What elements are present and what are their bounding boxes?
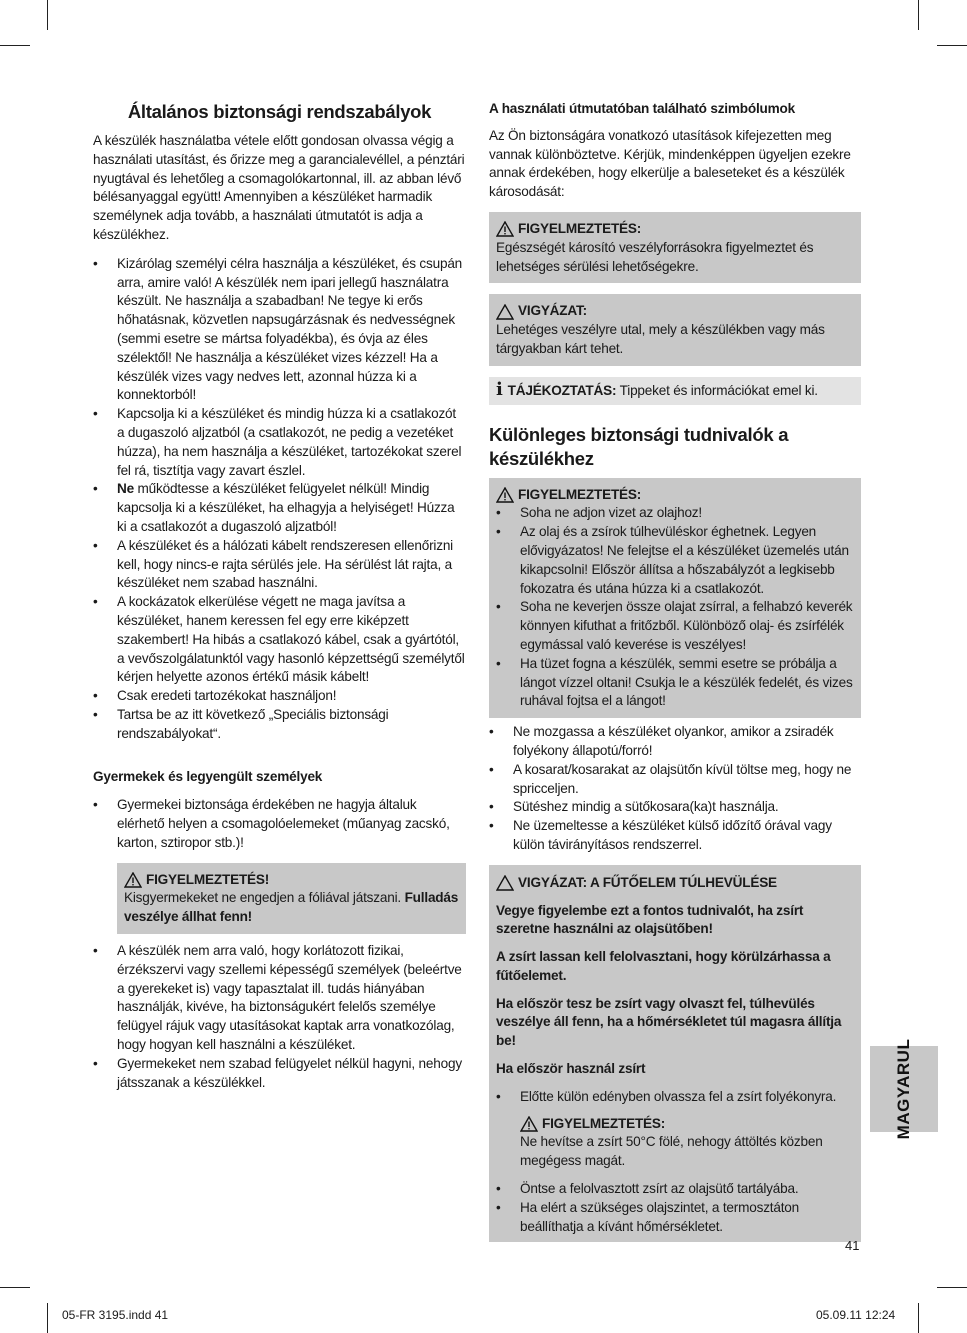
heat-label: VIGYÁZAT: A FŰTŐELEM TÚLHEVÜLÉSE bbox=[518, 874, 777, 890]
list-item bbox=[93, 480, 466, 536]
warning-triangle-icon bbox=[520, 1116, 538, 1132]
page-number: 41 bbox=[845, 1238, 860, 1253]
special-warning-list bbox=[496, 504, 854, 711]
warning-text: Ne hevítse a zsírt 50°C fölé, nehogy áttöltés közben megégess magát. bbox=[520, 1134, 823, 1169]
warning-label: FIGYELMEZTETÉS! bbox=[146, 871, 270, 887]
caution-text: Lehetéges veszélyre utal, mely a készülékben vagy más tárgyakban kárt tehet. bbox=[496, 322, 825, 356]
plain-list bbox=[489, 723, 861, 855]
heat-list bbox=[496, 1088, 854, 1107]
heat-inner-warning bbox=[496, 1115, 854, 1171]
language-tab bbox=[870, 1038, 938, 1140]
footer-date-time: 05.09.11 12:24 bbox=[816, 1308, 896, 1322]
caution-symbol-box bbox=[489, 294, 861, 365]
list-item: • Gyermekeket nem szabad felügyelet nélkül hagyni, nehogy játsszanak a készülékkel. bbox=[93, 1055, 466, 1093]
list-item: • Csak eredeti tartozékokat használjon! bbox=[93, 687, 466, 706]
caution-label: VIGYÁZAT: bbox=[518, 303, 587, 319]
warning-text-normal: Kisgyermekeket ne engedjen a fóliával játszani. bbox=[124, 890, 405, 906]
list-item: • Soha ne keverjen össze olajat zsírral, a felhabzó keverék könnyen kifuthat a fritőzből. Különböző olaj- és zsírfélék egymással való keverése is veszélyes! bbox=[496, 598, 854, 654]
list-item: • A készülék nem arra való, hogy korlátozott fizikai, érzékszervi vagy szellemi képességű személyek (beleértve a gyerekeket is) vagy tapasztalat ill. tudás hiányában használják, kivéve, ha biztonságukért felelős személye felügyel rájuk vagy utasításokat kaptak arra vonatkozólag, hogy hogyan kell használni a készüléket. bbox=[93, 942, 466, 1055]
crop-mark bbox=[918, 1303, 919, 1333]
special-warning-box bbox=[489, 478, 861, 719]
right-column bbox=[489, 100, 861, 1242]
warning-label: FIGYELMEZTETÉS: bbox=[518, 220, 642, 236]
list-item: • Sütéshez mindig a sütőkosara(ka)t használja. bbox=[489, 798, 861, 817]
language-tab-label: MAGYARUL bbox=[894, 1038, 913, 1140]
list-item: • Kapcsolja ki a készüléket és mindig húzza ki a csatlakozót a dugaszoló aljzatból (a csatlakozót, ne pedig a vezetéket húzza), ha nem használja a készüléket, tartozékokat szerel fel rá, tisztítja vagy zavart észlel. bbox=[93, 405, 466, 480]
heat-subheading: Ha először használ zsírt bbox=[496, 1061, 646, 1077]
heat-header bbox=[496, 874, 854, 893]
heat-list-2 bbox=[496, 1180, 854, 1236]
list-item: • Ha elért a szükséges olajszintet, a termosztáton beállíthatja a kívánt hőmérsékletet. bbox=[496, 1199, 854, 1237]
list-item: • Tartsa be az itt következő „Speciális biztonsági rendszabályokat“. bbox=[93, 706, 466, 744]
list-item: • Soha ne adjon vizet az olajhoz! bbox=[496, 504, 854, 523]
heat-paragraph: Ha először tesz be zsírt vagy olvaszt fel, túlhevülés veszélye áll fenn, ha a hőmérsékletet túl magasra állítja be! bbox=[496, 995, 842, 1049]
children-list-2 bbox=[93, 942, 466, 1092]
info-text: Tippeket és információkat emel ki. bbox=[616, 382, 818, 398]
list-item: • Öntse a felolvasztott zsírt az olajsütő tartályába. bbox=[496, 1180, 854, 1199]
warning-header bbox=[520, 1115, 854, 1134]
crop-mark bbox=[47, 0, 48, 30]
children-heading: Gyermekek és legyengült személyek bbox=[93, 768, 323, 784]
caution-triangle-icon bbox=[496, 304, 514, 320]
list-item-text: működtesse a készüléket felügyelet nélkül! Mindig kapcsolja ki a készüléket, ha elhagyja a helyiséget! Húzza ki a csatlakozót a dugaszoló aljzatból! bbox=[117, 481, 455, 534]
symbols-heading: A használati útmutatóban található szimbólumok bbox=[489, 101, 796, 116]
list-item: • Kizárólag személyi célra használja a készüléket, és csupán arra, amire való! A készülék nem ipari jellegű használatra készült. Ne használja a szabadban! Ne tegye ki erős hőhatásnak, közvetlen napsugárzásnak és nedvességnek (semmi esetre se mártsa folyadékba), és óvja az éles szélektől! Ne használja a készüléket vizes kézzel! Ha a készülék vizes vagy nedves lett, azonnal húzza ki a konnektorból! bbox=[93, 255, 466, 405]
caution-triangle-icon bbox=[496, 875, 514, 891]
list-item: • A kockázatok elkerülése végett ne maga javítsa a készüléket, hanem keressen fel egy erre kiképzett szakembert! Ha hibás a csatlakozó kábel, csak a gyártótól, a vevőszolgálatunktól vagy hasonló képzettségű személytől kérjen helyette azonos értékű másik kábelt! bbox=[93, 593, 466, 687]
warning-triangle-icon bbox=[496, 487, 514, 503]
safety-list bbox=[93, 255, 466, 744]
info-label: TÁJÉKOZTATÁS: bbox=[507, 382, 617, 398]
crop-mark bbox=[918, 0, 919, 30]
list-item: • A készüléket és a hálózati kábelt rendszeresen ellenőrizni kell, hogy nincs-e rajta sérülés jele. Ha sérülést lát rajta, a készüléket nem szabad használni. bbox=[93, 537, 466, 593]
list-item: • Ne mozgassa a készüléket olyankor, amikor a zsiradék folyékony állapotú/forró! bbox=[489, 723, 861, 761]
crop-mark bbox=[937, 1287, 967, 1288]
warning-label: FIGYELMEZTETÉS: bbox=[518, 486, 642, 502]
footer-file-info: 05-FR 3195.indd 41 bbox=[62, 1308, 169, 1322]
warning-header bbox=[496, 486, 854, 505]
crop-mark bbox=[0, 45, 30, 46]
bold-word: Ne bbox=[117, 481, 134, 497]
heat-warning-box bbox=[489, 865, 861, 1243]
special-title: Különleges biztonsági tudnivalók a készülékhez bbox=[489, 423, 789, 469]
info-icon: i bbox=[496, 378, 503, 400]
list-item: • Előtte külön edényben olvassza fel a zsírt folyékonyra. bbox=[496, 1088, 854, 1107]
caution-header bbox=[496, 302, 854, 321]
crop-mark bbox=[0, 1287, 30, 1288]
intro-paragraph: A készülék használatba vétele előtt gondosan olvassa végig a használati utasítást, és őrizze meg a garancialevéllel, a pénztári nyugtával és lehetőleg a csomagolókartonnal, ill. az abban lévő bélésanyaggal együtt! Amennyiben a készüléket harmadik személynek adja tovább, a használati útmutatót is adja a készülékhez. bbox=[93, 133, 465, 242]
warning-triangle-icon bbox=[124, 872, 142, 888]
crop-mark bbox=[47, 1303, 48, 1333]
warning-header bbox=[496, 220, 854, 239]
warning-header bbox=[124, 871, 459, 890]
warning-symbol-box bbox=[489, 212, 861, 283]
left-column bbox=[93, 100, 466, 1092]
warning-label: FIGYELMEZTETÉS: bbox=[542, 1115, 666, 1131]
list-item: • Ne üzemeltesse a készüléket külső időzítő órával vagy külön távirányításos rendszerrel. bbox=[489, 817, 861, 855]
list-item: • A kosarat/kosarakat az olajsütőn kívül töltse meg, hogy ne spricceljen. bbox=[489, 761, 861, 799]
list-item: • Gyermekei biztonsága érdekében ne hagyja általuk elérhető helyen a csomagolóelemeket (műanyag zacskó, karton, sztiropor stb.)! bbox=[93, 796, 466, 852]
warning-text bbox=[124, 889, 459, 927]
warning-text: Egészségét károsító veszélyforrásokra figyelmeztet és lehetséges sérülési lehetőségekre. bbox=[496, 239, 814, 274]
warning-triangle-icon bbox=[496, 221, 514, 237]
children-list bbox=[93, 796, 466, 852]
section-title: Általános biztonsági rendszabályok bbox=[127, 101, 432, 122]
heat-paragraph: A zsírt lassan kell felolvasztani, hogy körülzárhassa a fűtőelemet. bbox=[496, 949, 831, 983]
crop-mark bbox=[937, 45, 967, 46]
list-item: • Az olaj és a zsírok túlhevüléskor éghetnek. Legyen elővigyázatos! Ne felejtse el a készüléket üzemelés után kikapcsolni! Először állítsa a hőszabályzót a legkisebb fokozatra és utána húzza ki a csatlakozót. bbox=[496, 523, 854, 598]
symbols-intro: Az Ön biztonságára vonatkozó utasítások kifejezetten meg vannak különböztetve. Kérjük, mindenképpen ügyeljen ezekre annak érdekében, hogy elkerülje a baleseteket és a készülék károsodását: bbox=[489, 127, 851, 200]
heat-paragraph: Vegye figyelembe ezt a fontos tudnivalót, ha zsírt szeretne használni az olajsütőben! bbox=[496, 902, 804, 937]
warning-text-bold: Fulladás veszélye állhat fenn! bbox=[124, 890, 459, 925]
children-warning-box bbox=[117, 863, 466, 934]
list-item: • Ha tüzet fogna a készülék, semmi esetre se próbálja a lángot vízzel oltani! Csukja le a készülék fedelét, és vizes ruhával fojtsa el a lángot! bbox=[496, 655, 854, 711]
info-symbol-box bbox=[489, 377, 861, 405]
